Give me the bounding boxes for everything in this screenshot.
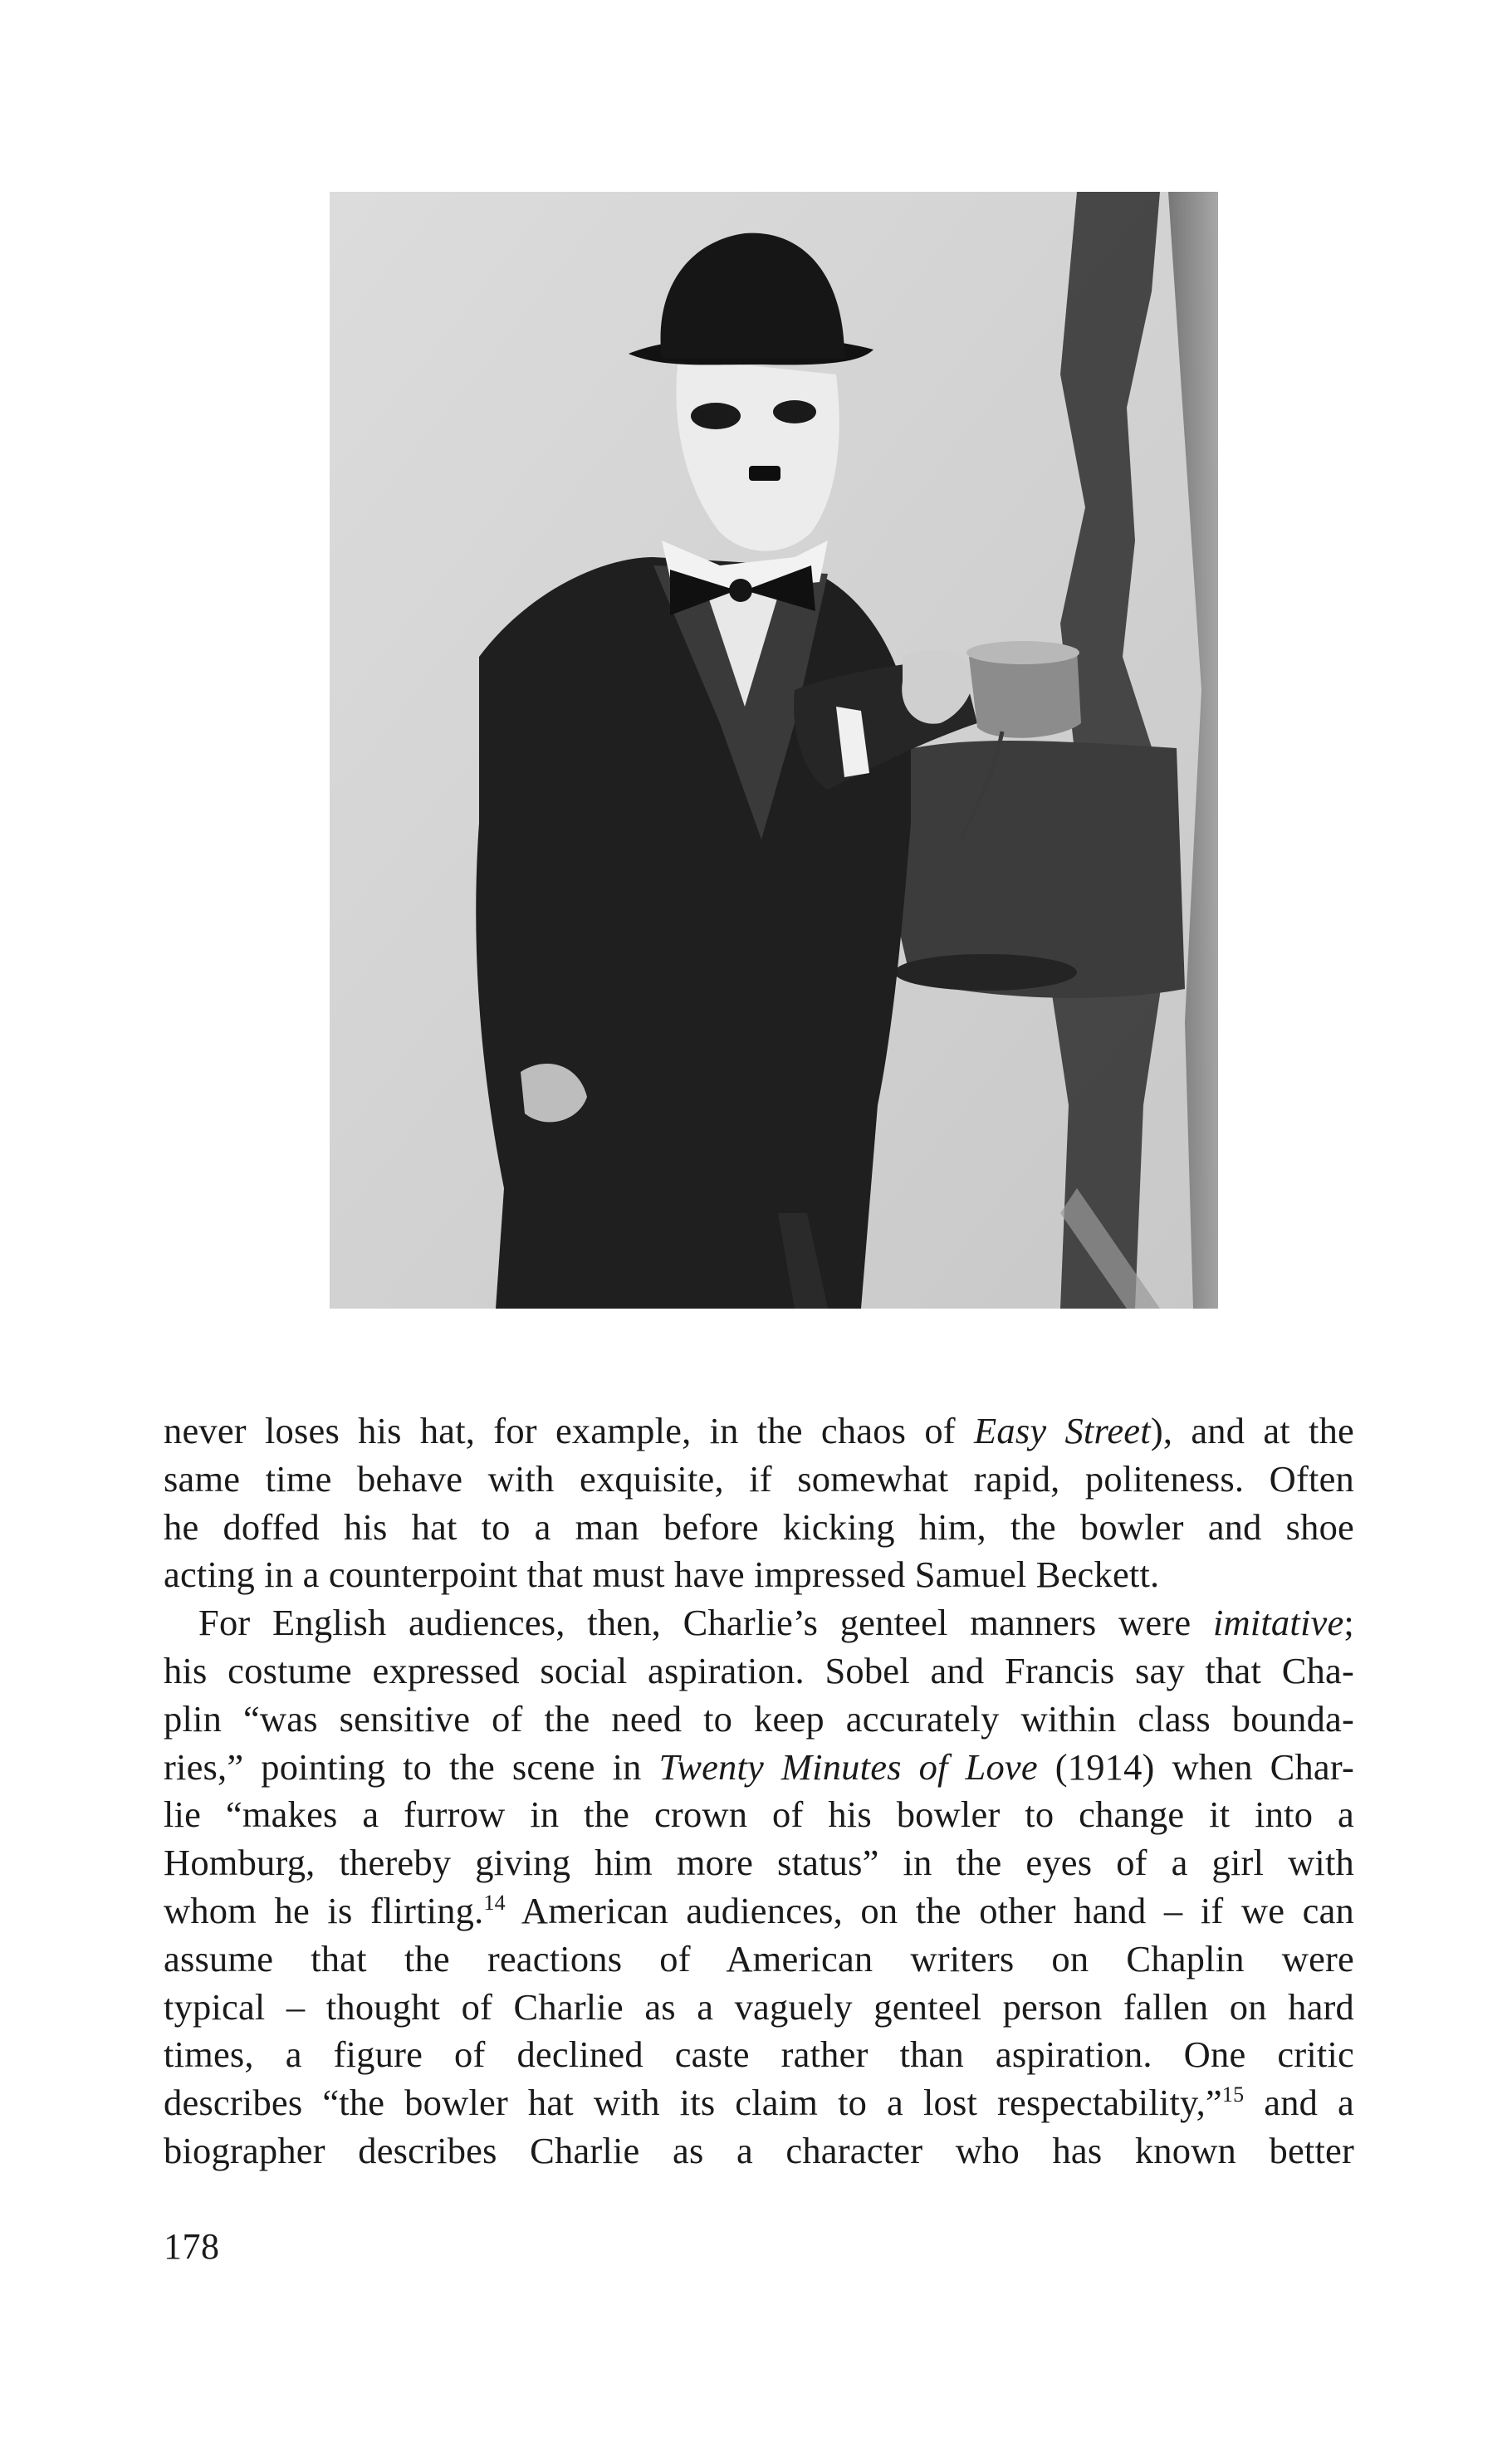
text-line: [164, 1744, 1354, 1792]
text-line: [164, 1456, 1354, 1504]
body-text: [164, 1407, 1354, 2175]
text-line: [164, 2031, 1354, 2079]
text-segment: whom he is flirting.: [164, 1889, 484, 1931]
text-line: [164, 1407, 1354, 1456]
text-line: [164, 1599, 1354, 1647]
text-segment: ;: [1343, 1602, 1354, 1644]
text-line: [164, 1935, 1354, 1984]
text-segment: acting in a counterpoint that must have impressed Samuel Beckett.: [164, 1554, 1160, 1596]
text-line: [164, 1696, 1354, 1744]
text-line: [164, 2127, 1354, 2175]
text-line: [164, 1887, 1354, 1935]
text-segment: Homburg, thereby giving him more status” in the eyes of a girl with: [164, 1842, 1354, 1884]
footnote-marker: 15: [1221, 2082, 1245, 2107]
text-segment: (1914) when Char-: [1037, 1745, 1354, 1788]
text-segment: describes “the bowler hat with its claim to a lost respectability,”: [164, 2082, 1222, 2124]
text-segment: his costume expressed social aspiration. Sobel and Francis say that Cha-: [164, 1649, 1354, 1691]
chaplin-photograph: [330, 192, 1218, 1309]
text-line: [164, 1839, 1354, 1887]
text-segment: For English audiences, then, Charlie’s genteel manners were: [198, 1602, 1213, 1644]
italic-title: Twenty Minutes of Love: [658, 1745, 1038, 1788]
text-segment: lie “makes a furrow in the crown of his bowler to change it into a: [164, 1794, 1354, 1836]
text-segment: ), and at the: [1150, 1410, 1354, 1451]
text-segment: times, a figure of declined caste rather than aspiration. One critic: [164, 2033, 1354, 2076]
text-line: [164, 1504, 1354, 1552]
text-segment: American audiences, on the other hand – if we can: [505, 1889, 1354, 1931]
italic-title: imitative: [1212, 1602, 1344, 1644]
text-segment: same time behave with exquisite, if somewhat rapid, politeness. Often: [164, 1457, 1354, 1500]
text-segment: biographer describes Charlie as a character who has known better: [164, 2129, 1354, 2171]
text-segment: typical – thought of Charlie as a vaguely genteel person fallen on hard: [164, 1985, 1354, 2028]
paragraph: [164, 1407, 1354, 1599]
text-segment: plin “was sensitive of the need to keep accurately within class bounda-: [164, 1697, 1354, 1740]
text-line: [164, 2079, 1354, 2127]
text-segment: he doffed his hat to a man before kicking him, the bowler and shoe: [164, 1505, 1354, 1548]
text-line: [164, 1551, 1354, 1599]
footnote-marker: 14: [483, 1891, 506, 1916]
text-segment: ries,” pointing to the scene in: [164, 1745, 659, 1788]
italic-title: Easy Street: [974, 1410, 1151, 1451]
text-line: [164, 1984, 1354, 2032]
photograph-icon: [330, 192, 1218, 1309]
text-line: [164, 1647, 1354, 1696]
text-segment: and a: [1244, 2082, 1354, 2124]
text-segment: assume that the reactions of American writers on Chaplin were: [164, 1937, 1354, 1980]
page-number: 178: [164, 2226, 220, 2267]
text-line: [164, 1791, 1354, 1839]
paragraph: [164, 1599, 1354, 2175]
text-segment: never loses his hat, for example, in the chaos of: [164, 1410, 974, 1451]
